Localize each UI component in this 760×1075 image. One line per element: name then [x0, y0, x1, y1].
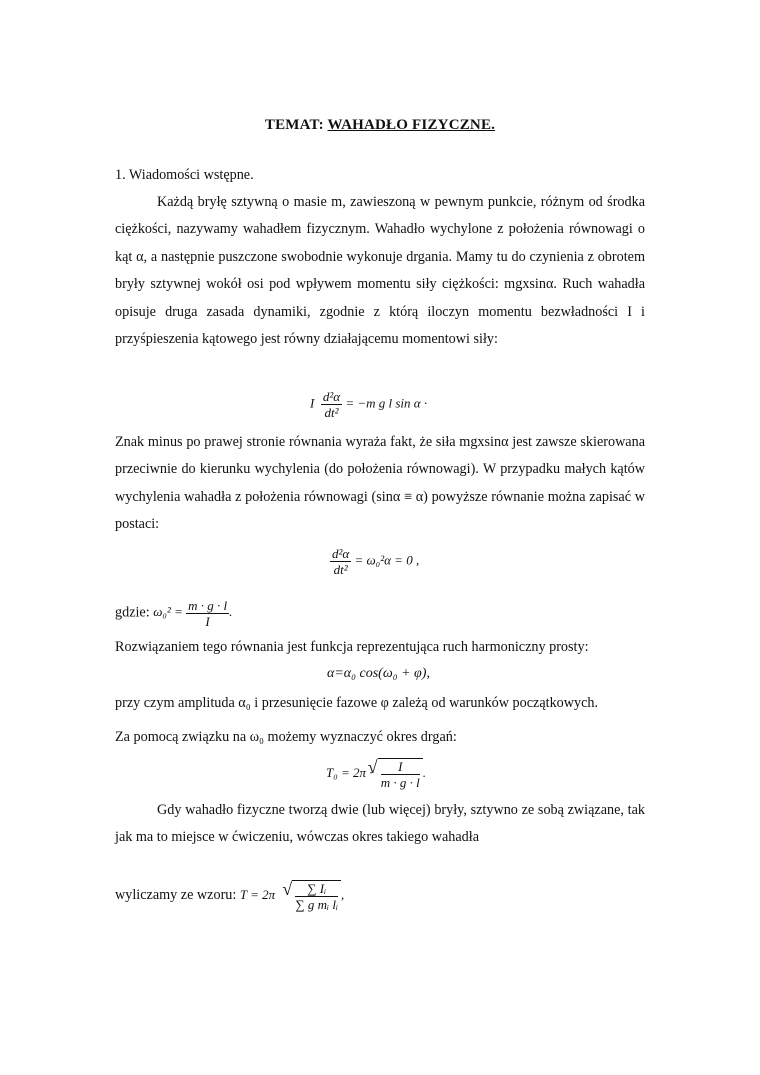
formula-2-fraction	[330, 546, 351, 577]
formula-1-rhs: = −m g l sin α ·	[345, 395, 428, 411]
final-formula-line	[115, 880, 344, 912]
paragraph-minus-sign: Znak minus po prawej stronie równania wyraża fakt, że siła mgxsinα jest zawsze skierowana przeciwnie do kierunku wychylenia (do położenia równowagi). W przypadku małych kątów wychylenia wahadła z położenia równowagi (sinα ≡ α) powyższe równanie można zapisać w postaci:	[115, 434, 645, 533]
paragraph-intro-text: Każdą bryłę sztywną o masie m, zawieszoną w pewnym punkcie, różnym od środka ciężkości, nazywamy wahadłem fizycznym. Wahadło wychylone z położenia równowagi o kąt α, a następnie puszczone swobodnie wykonuje drgania. Mamy tu do czynienia z obrotem bryły sztywnej wokół osi pod wpływem momentu siły ciężkości: mgxsinα. Ruch wahadła opisuje druga zasada dynamiki, zgodnie z którą iloczyn momentu bezwładności I i przyśpieszenia kątowego jest równy działającemu momentowi siły:	[115, 194, 645, 348]
title-underlined: WAHADŁO FIZYCZNE.	[327, 117, 496, 133]
formula-6-tail: ,	[341, 886, 345, 902]
formula-6-fraction	[295, 881, 338, 912]
paragraph-solution: Rozwiązaniem tego równania jest funkcja reprezentująca ruch harmoniczny prosty:	[115, 639, 589, 655]
formula-6-lhs: T = 2π	[239, 886, 276, 902]
formula-5-fraction	[381, 759, 420, 790]
formula-5-den: m · g · l	[380, 775, 420, 790]
formula-3-tail: .	[229, 604, 233, 620]
formula-3-fraction	[186, 598, 229, 629]
formula-2-rhs: = ω₀²α = 0 ,	[354, 552, 420, 568]
paragraph-period-intro: Za pomocą związku na ω₀ możemy wyznaczyć okres drgań:	[115, 729, 457, 745]
formula-2-den: dt²	[333, 562, 348, 577]
formula-3-lhs: ω₀² =	[153, 604, 183, 620]
formula-1-fraction	[321, 389, 342, 420]
paragraph-compound-text: Gdy wahadło fizyczne tworzą dwie (lub więcej) bryły, sztywno ze sobą związane, tak jak ma to miejsce w ćwiczeniu, wówczas okres takiego wahadła	[115, 802, 645, 846]
title-prefix: TEMAT:	[264, 117, 328, 133]
formula-period	[326, 758, 426, 790]
section-heading: 1. Wiadomości wstępne.	[115, 167, 254, 183]
formula-compound-period	[239, 881, 345, 912]
formula-harmonic: α=α₀ cos(ω₀ + φ),	[327, 666, 430, 681]
gdzie-label: gdzie:	[115, 604, 150, 621]
formula-5-sqrt	[378, 758, 423, 790]
paragraph-intro	[115, 189, 645, 353]
formula-2-num: d²α	[332, 546, 350, 561]
omega-definition-line	[115, 598, 232, 629]
paragraph-compound	[115, 797, 645, 852]
formula-5-lhs: T₀ = 2π ·	[326, 764, 373, 780]
formula-3-num: m · g · l	[188, 598, 228, 613]
formula-5-num: √ I	[381, 759, 420, 775]
final-formula-label: wyliczamy ze wzoru:	[115, 886, 237, 903]
formula-1-lhs: I	[310, 395, 315, 411]
formula-5-tail: .	[422, 764, 427, 780]
paragraph-amplitude: przy czym amplituda α₀ i przesunięcie fazowe φ zależą od warunków początkowych.	[115, 695, 599, 711]
page-title	[0, 117, 760, 134]
formula-small-angle	[330, 546, 419, 577]
formula-1-den: dt²	[324, 405, 339, 420]
formula-equation-of-motion	[310, 389, 427, 420]
formula-1-num: d²α	[322, 389, 341, 404]
formula-omega	[153, 598, 233, 629]
formula-3-den: I	[205, 614, 210, 629]
formula-6-sqrt	[292, 880, 341, 912]
formula-6-den: ∑ g mᵢ lᵢ	[295, 897, 339, 912]
formula-6-num: √ ∑ Iᵢ	[295, 881, 338, 897]
